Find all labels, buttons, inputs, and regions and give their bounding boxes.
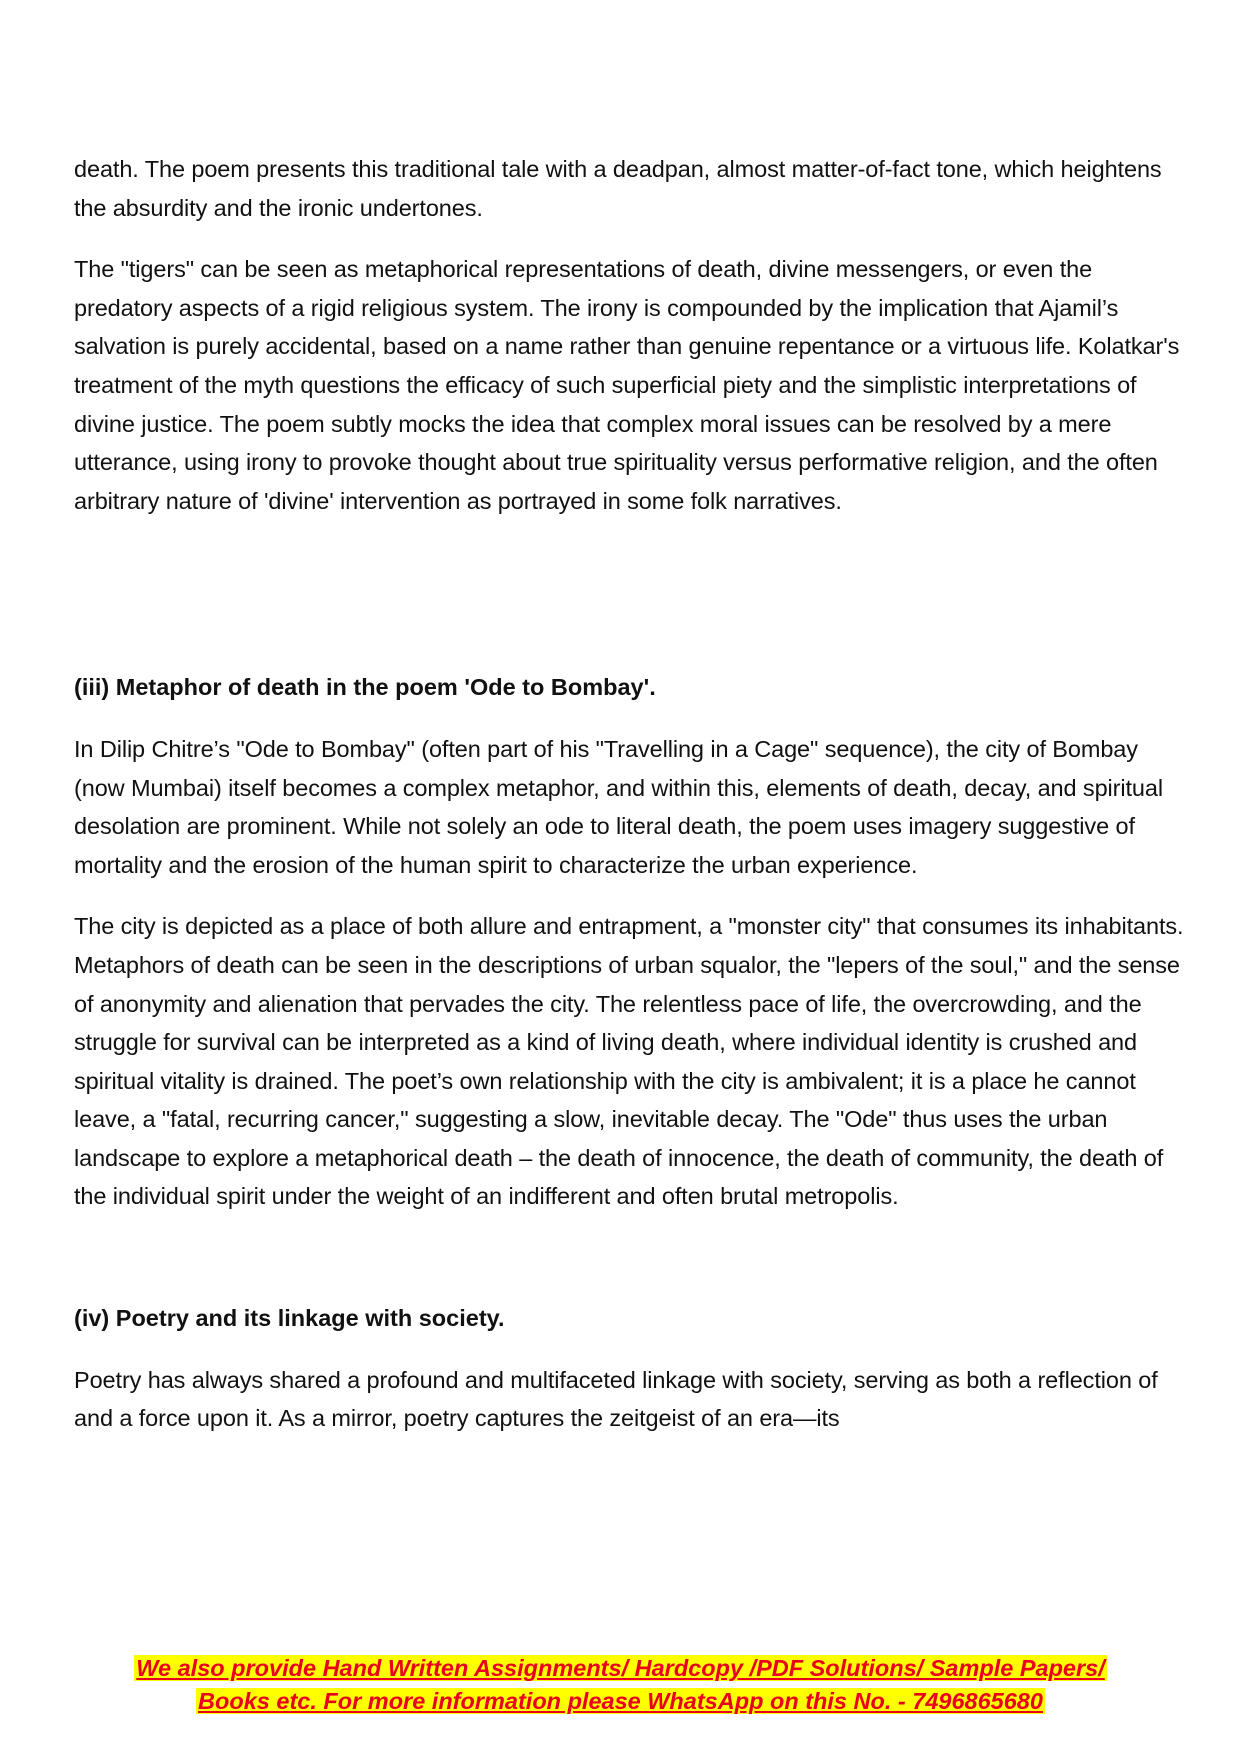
promo-footer <box>0 1652 1241 1718</box>
section-iii-heading: (iii) Metaphor of death in the poem 'Ode to Bombay'. <box>74 674 656 701</box>
paragraph-intro-1: death. The poem presents this traditional tale with a deadpan, almost matter-of-fact tone, which heightens the absurdity and the ironic undertones. <box>74 156 1162 221</box>
section-iii-paragraph-1: In Dilip Chitre’s "Ode to Bombay" (often part of his "Travelling in a Cage" sequence), the city of Bombay (now Mumbai) itself becomes a complex metaphor, and within this, elements of death, decay, and spiritual desolation are prominent. While not solely an ode to literal death, the poem uses imagery suggestive of mortality and the erosion of the human spirit to characterize the urban experience. <box>74 735 1163 878</box>
document-body <box>74 150 1184 1461</box>
paragraph-intro-2: The "tigers" can be seen as metaphorical representations of death, divine messengers, or even the predatory aspects of a rigid religious system. The irony is compounded by the implication that Ajamil’s salvation is purely accidental, based on a name rather than genuine repentance or a virtuous life. Kolatkar's treatment of the myth questions the efficacy of such superficial piety and the simplistic interpretations of divine justice. The poem subtly mocks the idea that complex moral issues can be resolved by a mere utterance, using irony to provoke thought about true spirituality versus performative religion, and the often arbitrary nature of 'divine' intervention as portrayed in some folk narratives. <box>74 256 1180 514</box>
spacer <box>74 543 1184 668</box>
section-iv-paragraph-1: Poetry has always shared a profound and multifaceted linkage with society, serving as both a reflection of and a force upon it. As a mirror, poetry captures the zeitgeist of an era—its <box>74 1366 1158 1432</box>
spacer <box>74 1239 1184 1299</box>
promo-footer-line-2: Books etc. For more information please WhatsApp on this No. - 7496865680 <box>198 1688 1043 1714</box>
section-iii-paragraph-2: The city is depicted as a place of both allure and entrapment, a "monster city" that consumes its inhabitants. Metaphors of death can be seen in the descriptions of urban squalor, the "lepers of the soul," and the sense of anonymity and alienation that pervades the city. The relentless pace of life, the overcrowding, and the struggle for survival can be interpreted as a kind of living death, where individual identity is crushed and spiritual vitality is drained. The poet’s own relationship with the city is ambivalent; it is a place he cannot leave, a "fatal, recurring cancer," suggesting a slow, inevitable decay. The "Ode" thus uses the urban landscape to explore a metaphorical death – the death of innocence, the death of community, the death of the individual spirit under the weight of an indifferent and often brutal metropolis. <box>74 913 1184 1210</box>
section-iv-heading: (iv) Poetry and its linkage with society. <box>74 1305 505 1332</box>
promo-footer-line-1: We also provide Hand Written Assignments/ Hardcopy /PDF Solutions/ Sample Papers/ <box>136 1655 1105 1681</box>
